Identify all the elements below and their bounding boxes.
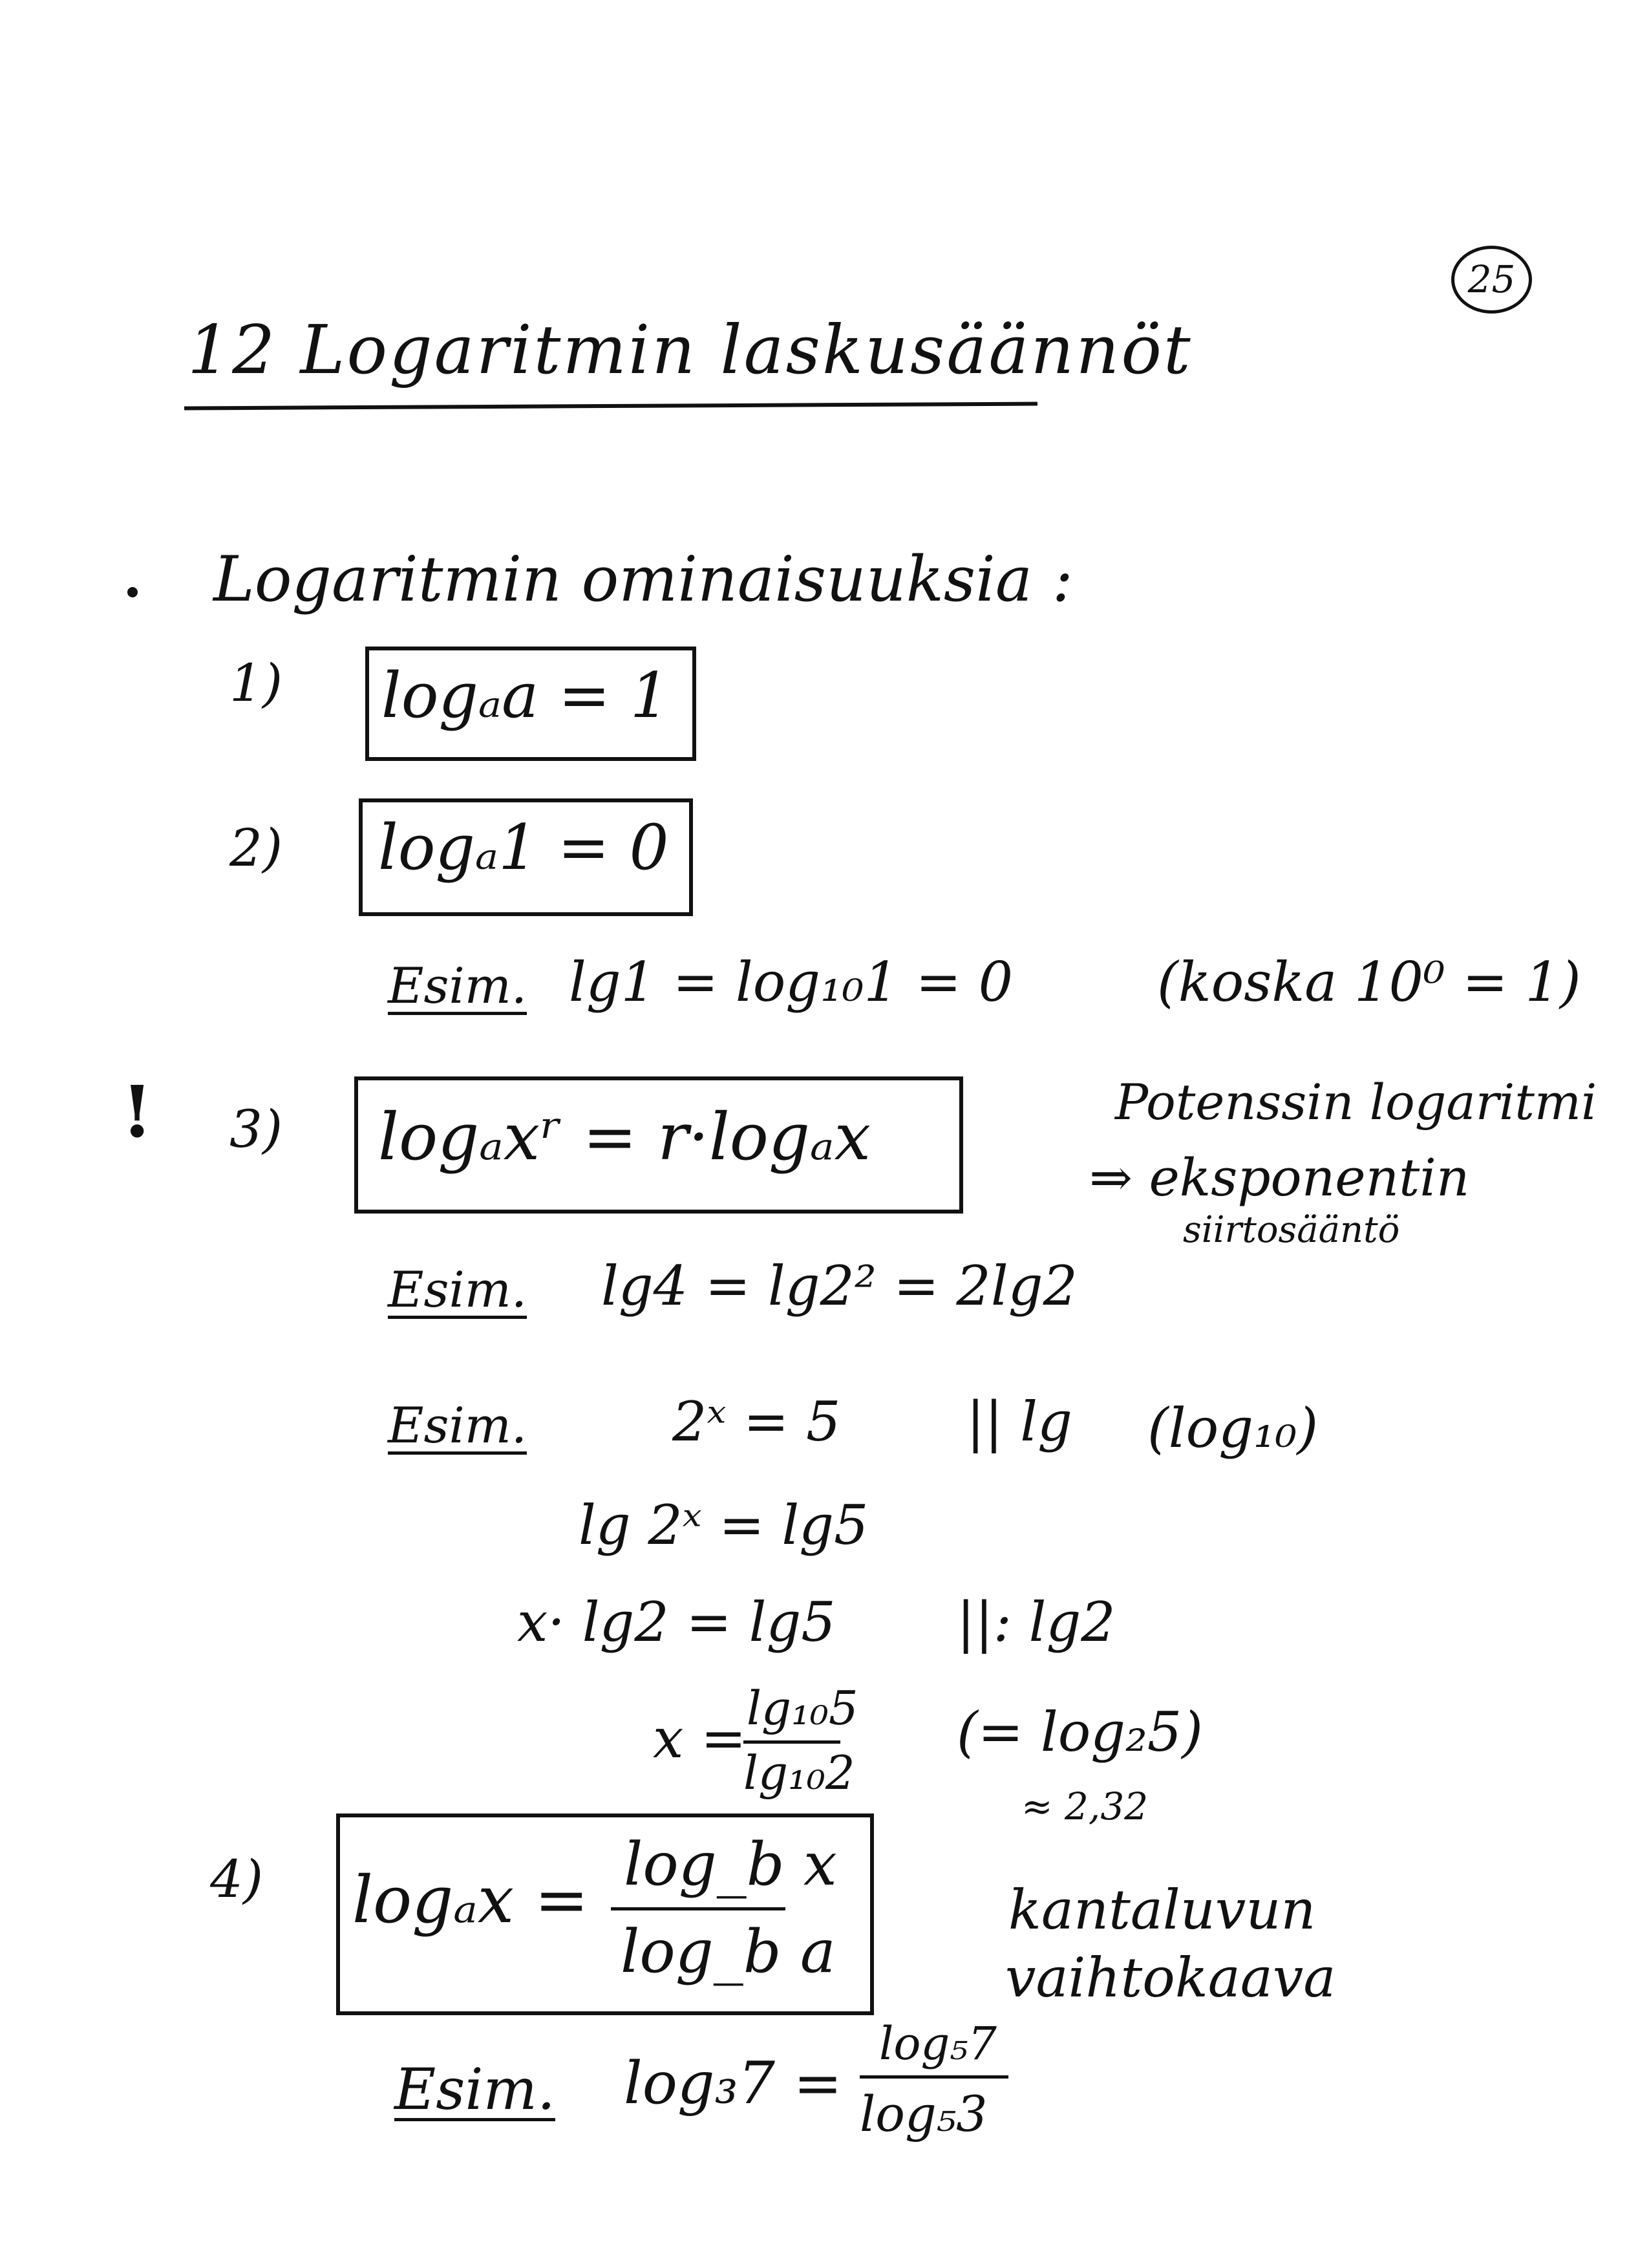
example-3-approximation: ≈ 2,32 bbox=[1021, 1784, 1149, 1828]
rule-4-numerator: log_b x bbox=[624, 1830, 837, 1899]
example-3-fraction-numerator: lg₁₀5 bbox=[747, 1681, 858, 1735]
rule-4-lhs: logₐx = bbox=[352, 1862, 589, 1938]
section-heading: Logaritmin ominaisuuksia : bbox=[213, 543, 1073, 615]
rule-3-number: 3) bbox=[229, 1099, 283, 1159]
example-3-line-1-note: (log₁₀) bbox=[1147, 1396, 1319, 1460]
rule-4-denominator: log_b a bbox=[621, 1917, 836, 1986]
rule-3-note-line-1: Potenssin logaritmi bbox=[1115, 1073, 1597, 1131]
example-4-label: Esim. bbox=[394, 2056, 555, 2123]
example-3-label: Esim. bbox=[388, 1396, 527, 1454]
example-3-line-2: lg 2ˣ = lg5 bbox=[579, 1493, 869, 1557]
rule-2-number: 2) bbox=[229, 818, 283, 878]
example-1-expression: lg1 = log₁₀1 = 0 bbox=[569, 950, 1014, 1014]
example-3-fraction-bar bbox=[743, 1740, 840, 1744]
page-title: 12 Logaritmin laskusäännöt bbox=[187, 310, 1193, 389]
page-number: 25 bbox=[1451, 246, 1532, 314]
example-4-denominator: log₅3 bbox=[860, 2085, 988, 2143]
rule-4-fraction-bar bbox=[611, 1907, 785, 1910]
example-1-note: (koska 10⁰ = 1) bbox=[1157, 950, 1581, 1014]
rule-3-formula: logₐxʳ = r·logₐx bbox=[378, 1099, 871, 1175]
example-4-lhs: log₃7 = bbox=[624, 2049, 842, 2117]
example-1-label: Esim. bbox=[388, 957, 527, 1014]
rule-2-formula: logₐ1 = 0 bbox=[378, 811, 669, 884]
example-3-line-1: 2ˣ = 5 bbox=[672, 1390, 841, 1453]
rule-1-formula: logₐa = 1 bbox=[381, 659, 670, 732]
example-3-fraction-denominator: lg₁₀2 bbox=[743, 1746, 855, 1800]
rule-3-note-line-3: siirtosääntö bbox=[1183, 1209, 1400, 1251]
rule-1-number: 1) bbox=[229, 653, 283, 713]
example-4-numerator: log₅7 bbox=[879, 2017, 997, 2070]
rule-4-number: 4) bbox=[210, 1849, 264, 1909]
example-3-line-3: x· lg2 = lg5 bbox=[517, 1590, 836, 1654]
title-underline bbox=[184, 402, 1037, 411]
example-2-label: Esim. bbox=[388, 1261, 527, 1318]
example-3-line-3-operation: ||: lg2 bbox=[957, 1590, 1116, 1654]
example-4-fraction-bar bbox=[860, 2075, 1008, 2079]
example-3-line-1-operation: || lg bbox=[966, 1390, 1072, 1453]
example-3-line-4-note: (= log₂5) bbox=[957, 1700, 1203, 1764]
example-2-expression: lg4 = lg2² = 2lg2 bbox=[601, 1254, 1078, 1318]
bullet-dot bbox=[127, 587, 138, 597]
example-3-line-4-lhs: x = bbox=[653, 1707, 747, 1770]
rule-4-note-line-1: kantaluvun bbox=[1008, 1878, 1316, 1942]
rule-3-note-line-2: ⇒ eksponentin bbox=[1089, 1148, 1470, 1208]
important-mark: ! bbox=[122, 1070, 153, 1153]
rule-4-note-line-2: vaihtokaava bbox=[1005, 1946, 1336, 2009]
